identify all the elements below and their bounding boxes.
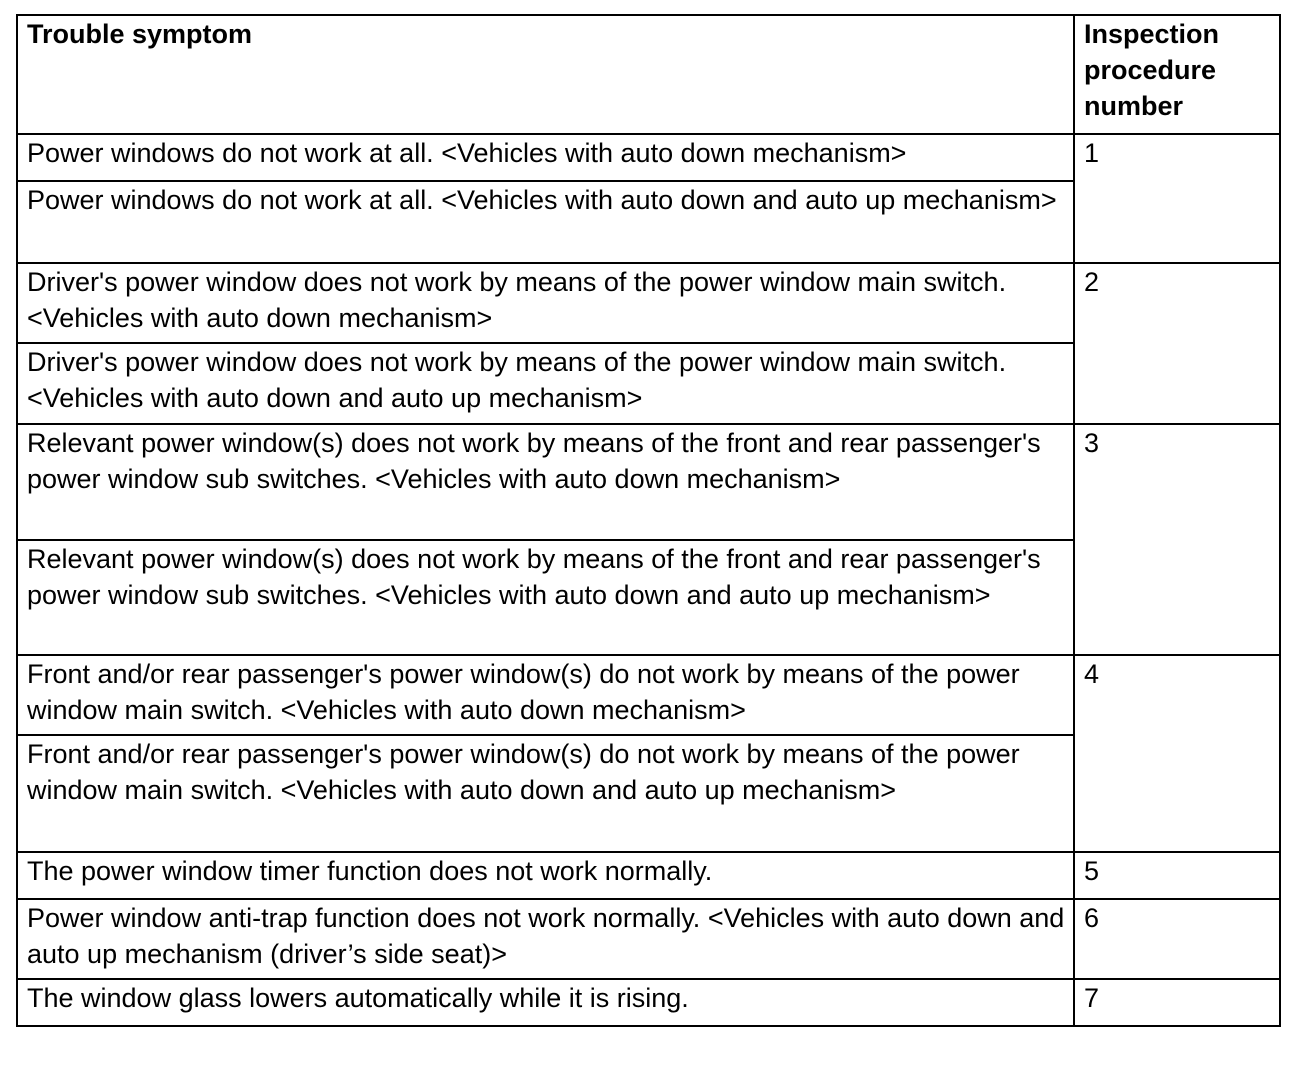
procedure-number-cell: 3: [1074, 424, 1280, 655]
table-row: [17, 852, 1280, 899]
procedure-number-cell: 7: [1074, 979, 1280, 1026]
symptom-cell: Front and/or rear passenger's power window(s) do not work by means of the power window main switch. <Vehicles with auto down and auto up mechanism>: [17, 735, 1074, 852]
symptom-cell: Relevant power window(s) does not work by means of the front and rear passenger's power window sub switches. <Vehicles with auto down mechanism>: [17, 424, 1074, 540]
procedure-number-cell: 4: [1074, 655, 1280, 852]
table-row: [17, 263, 1280, 343]
procedure-number-cell: 2: [1074, 263, 1280, 424]
trouble-symptom-table: [16, 14, 1281, 1027]
table-row: [17, 979, 1280, 1026]
symptom-cell: Relevant power window(s) does not work by means of the front and rear passenger's power window sub switches. <Vehicles with auto down and auto up mechanism>: [17, 540, 1074, 655]
symptom-cell: Power windows do not work at all. <Vehicles with auto down and auto up mechanism>: [17, 181, 1074, 263]
symptom-cell: Driver's power window does not work by means of the power window main switch. <Vehicles with auto down mechanism>: [17, 263, 1074, 343]
table-row: [17, 899, 1280, 979]
symptom-cell: The window glass lowers automatically while it is rising.: [17, 979, 1074, 1026]
procedure-number-cell: 6: [1074, 899, 1280, 979]
symptom-cell: Front and/or rear passenger's power window(s) do not work by means of the power window main switch. <Vehicles with auto down mechanism>: [17, 655, 1074, 735]
header-trouble-symptom: Trouble symptom: [17, 15, 1074, 134]
symptom-cell: The power window timer function does not work normally.: [17, 852, 1074, 899]
procedure-number-cell: 1: [1074, 134, 1280, 263]
procedure-number-cell: 5: [1074, 852, 1280, 899]
table-row: [17, 424, 1280, 540]
header-inspection-procedure-number: Inspection procedure number: [1074, 15, 1280, 134]
table-header-row: [17, 15, 1280, 134]
symptom-cell: Driver's power window does not work by means of the power window main switch. <Vehicles with auto down and auto up mechanism>: [17, 343, 1074, 424]
symptom-cell: Power windows do not work at all. <Vehicles with auto down mechanism>: [17, 134, 1074, 181]
symptom-cell: Power window anti-trap function does not work normally. <Vehicles with auto down and auto up mechanism (driver’s side seat)>: [17, 899, 1074, 979]
table-row: [17, 655, 1280, 735]
table-row: [17, 134, 1280, 181]
